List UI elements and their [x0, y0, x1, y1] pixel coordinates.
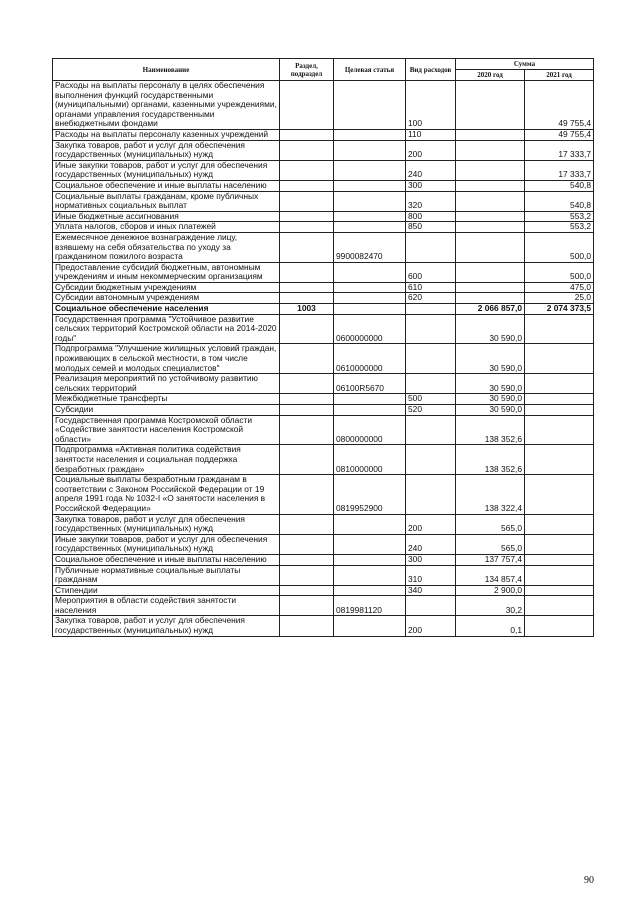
row-sum-2020 — [456, 191, 525, 211]
row-sum-2020: 30 590,0 — [456, 405, 525, 416]
row-name: Социальные выплаты безработным гражданам в соответствии с Законом Российской Федерации от 19 апреля 1991 года № 1032-I «О занятости населения в Российской Федерации» — [53, 475, 280, 514]
row-name: Закупка товаров, работ и услуг для обеспечения государственных (муниципальных) нужд — [53, 616, 280, 636]
row-sum-2020 — [456, 180, 525, 191]
row-target-code: 0600000000 — [334, 314, 406, 344]
row-section — [280, 415, 334, 445]
row-expense-type: 320 — [406, 191, 456, 211]
row-name: Государственная программа "Устойчивое развитие сельских территорий Костромской области на 2014-2020 годы" — [53, 314, 280, 344]
row-sum-2021: 49 755,4 — [525, 81, 594, 130]
row-expense-type: 240 — [406, 534, 456, 554]
row-sum-2021 — [525, 314, 594, 344]
row-sum-2021 — [525, 445, 594, 475]
row-expense-type: 800 — [406, 211, 456, 222]
row-sum-2021: 553,2 — [525, 211, 594, 222]
row-expense-type: 200 — [406, 514, 456, 534]
row-sum-2021 — [525, 565, 594, 585]
row-target-code — [334, 293, 406, 304]
row-expense-type — [406, 344, 456, 374]
header-name: Наименование — [53, 59, 280, 81]
row-target-code — [334, 140, 406, 160]
row-name: Иные закупки товаров, работ и услуг для обеспечения государственных (муниципальных) нужд — [53, 160, 280, 180]
row-section — [280, 344, 334, 374]
row-name: Субсидии автономным учреждениям — [53, 293, 280, 304]
row-sum-2020: 565,0 — [456, 514, 525, 534]
row-expense-type: 850 — [406, 222, 456, 233]
row-target-code — [334, 222, 406, 233]
row-expense-type: 300 — [406, 180, 456, 191]
row-sum-2020: 30 590,0 — [456, 344, 525, 374]
row-section — [280, 232, 334, 262]
table-row — [53, 565, 594, 585]
row-sum-2020: 2 900,0 — [456, 585, 525, 596]
table-row — [53, 262, 594, 282]
row-expense-type: 310 — [406, 565, 456, 585]
row-name: Иные закупки товаров, работ и услуг для обеспечения государственных (муниципальных) нужд — [53, 534, 280, 554]
row-target-code — [334, 262, 406, 282]
table-row — [53, 394, 594, 405]
row-sum-2020 — [456, 129, 525, 140]
row-sum-2021 — [525, 514, 594, 534]
row-sum-2021: 49 755,4 — [525, 129, 594, 140]
table-row — [53, 293, 594, 304]
table-row — [53, 374, 594, 394]
row-name: Публичные нормативные социальные выплаты гражданам — [53, 565, 280, 585]
table-row — [53, 475, 594, 514]
row-name: Реализация мероприятий по устойчивому развитию сельских территорий — [53, 374, 280, 394]
table-row — [53, 211, 594, 222]
row-target-code — [334, 394, 406, 405]
table-row — [53, 282, 594, 293]
row-expense-type: 520 — [406, 405, 456, 416]
row-section — [280, 140, 334, 160]
row-target-code — [334, 160, 406, 180]
row-section — [280, 314, 334, 344]
row-sum-2020 — [456, 282, 525, 293]
table-row — [53, 81, 594, 130]
header-sum: Сумма — [456, 59, 594, 70]
row-expense-type — [406, 415, 456, 445]
table-row — [53, 180, 594, 191]
row-sum-2020 — [456, 293, 525, 304]
row-sum-2021: 500,0 — [525, 232, 594, 262]
row-section — [280, 222, 334, 233]
row-section — [280, 211, 334, 222]
row-sum-2020 — [456, 140, 525, 160]
row-expense-type: 300 — [406, 554, 456, 565]
row-section — [280, 554, 334, 565]
row-sum-2020 — [456, 81, 525, 130]
row-target-code — [334, 554, 406, 565]
row-target-code — [334, 304, 406, 315]
row-target-code: 0819952900 — [334, 475, 406, 514]
row-sum-2020: 30 590,0 — [456, 394, 525, 405]
row-name: Стипендии — [53, 585, 280, 596]
table-row — [53, 222, 594, 233]
row-sum-2020: 30 590,0 — [456, 314, 525, 344]
row-section — [280, 565, 334, 585]
row-sum-2020 — [456, 222, 525, 233]
table-row — [53, 554, 594, 565]
row-target-code — [334, 180, 406, 191]
row-name: Закупка товаров, работ и услуг для обеспечения государственных (муниципальных) нужд — [53, 140, 280, 160]
row-sum-2021 — [525, 374, 594, 394]
row-expense-type: 600 — [406, 262, 456, 282]
row-section — [280, 81, 334, 130]
row-sum-2021: 25,0 — [525, 293, 594, 304]
row-section — [280, 293, 334, 304]
row-name: Мероприятия в области содействия занятости населения — [53, 596, 280, 616]
table-row — [53, 405, 594, 416]
row-sum-2021 — [525, 405, 594, 416]
row-expense-type: 340 — [406, 585, 456, 596]
row-sum-2021 — [525, 585, 594, 596]
table-row — [53, 596, 594, 616]
row-section: 1003 — [280, 304, 334, 315]
row-sum-2020 — [456, 232, 525, 262]
row-name: Социальное обеспечение населения — [53, 304, 280, 315]
row-name: Подпрограмма "Улучшение жилищных условий граждан, проживающих в сельской местности, в том числе молодых семей и молодых специалистов" — [53, 344, 280, 374]
row-name: Уплата налогов, сборов и иных платежей — [53, 222, 280, 233]
row-name: Иные бюджетные ассигнования — [53, 211, 280, 222]
row-expense-type: 100 — [406, 81, 456, 130]
row-sum-2020: 138 322,4 — [456, 475, 525, 514]
row-expense-type — [406, 232, 456, 262]
header-expense-type: Вид расходов — [406, 59, 456, 81]
row-name: Расходы на выплаты персоналу казенных учреждений — [53, 129, 280, 140]
row-name: Субсидии бюджетным учреждениям — [53, 282, 280, 293]
row-target-code — [334, 81, 406, 130]
row-name: Закупка товаров, работ и услуг для обеспечения государственных (муниципальных) нужд — [53, 514, 280, 534]
row-section — [280, 191, 334, 211]
row-target-code — [334, 565, 406, 585]
row-expense-type: 620 — [406, 293, 456, 304]
table-row — [53, 616, 594, 636]
row-sum-2021 — [525, 616, 594, 636]
table-row — [53, 191, 594, 211]
row-sum-2020: 30 590,0 — [456, 374, 525, 394]
row-name: Предоставление субсидий бюджетным, автономным учреждениям и иным некоммерческим организациям — [53, 262, 280, 282]
table-row — [53, 160, 594, 180]
row-name: Социальное обеспечение и иные выплаты населению — [53, 180, 280, 191]
row-section — [280, 596, 334, 616]
row-sum-2021: 475,0 — [525, 282, 594, 293]
row-name: Подпрограмма «Активная политика содействия занятости населения и социальная поддержка безработных граждан» — [53, 445, 280, 475]
row-target-code: 0819981120 — [334, 596, 406, 616]
row-expense-type: 110 — [406, 129, 456, 140]
header-target: Целевая статья — [334, 59, 406, 81]
row-sum-2020: 0,1 — [456, 616, 525, 636]
row-section — [280, 534, 334, 554]
row-sum-2021 — [525, 475, 594, 514]
row-section — [280, 475, 334, 514]
row-expense-type: 240 — [406, 160, 456, 180]
row-sum-2021: 500,0 — [525, 262, 594, 282]
row-target-code — [334, 211, 406, 222]
table-row — [53, 445, 594, 475]
row-sum-2021: 540,8 — [525, 191, 594, 211]
table-row — [53, 415, 594, 445]
row-section — [280, 514, 334, 534]
row-section — [280, 160, 334, 180]
table-row — [53, 534, 594, 554]
row-target-code — [334, 534, 406, 554]
row-expense-type: 200 — [406, 140, 456, 160]
row-sum-2021: 17 333,7 — [525, 160, 594, 180]
table-header — [53, 59, 594, 81]
row-expense-type: 500 — [406, 394, 456, 405]
row-sum-2020 — [456, 160, 525, 180]
row-sum-2020: 2 066 857,0 — [456, 304, 525, 315]
row-target-code — [334, 282, 406, 293]
table-row — [53, 304, 594, 315]
table-row — [53, 314, 594, 344]
header-year-2020: 2020 год — [456, 70, 525, 81]
header-section: Раздел, подраздел — [280, 59, 334, 81]
table-row — [53, 514, 594, 534]
row-sum-2020 — [456, 262, 525, 282]
row-section — [280, 374, 334, 394]
row-sum-2021 — [525, 394, 594, 405]
row-name: Субсидии — [53, 405, 280, 416]
table-row — [53, 344, 594, 374]
row-target-code: 0610000000 — [334, 344, 406, 374]
row-sum-2021: 2 074 373,5 — [525, 304, 594, 315]
row-section — [280, 616, 334, 636]
row-section — [280, 445, 334, 475]
row-expense-type — [406, 596, 456, 616]
row-expense-type — [406, 314, 456, 344]
row-sum-2021: 553,2 — [525, 222, 594, 233]
row-sum-2021 — [525, 344, 594, 374]
row-section — [280, 129, 334, 140]
row-target-code: 0810000000 — [334, 445, 406, 475]
row-name: Расходы на выплаты персоналу в целях обеспечения выполнения функций государственными (муниципальными) органами, казенными учреждениями, органами управления государственными внебюджетными фондами — [53, 81, 280, 130]
row-sum-2020: 138 352,6 — [456, 415, 525, 445]
table-row — [53, 232, 594, 262]
row-name: Межбюджетные трансферты — [53, 394, 280, 405]
row-expense-type — [406, 475, 456, 514]
row-name: Ежемесячное денежное вознаграждение лицу, взявшему на себя обязательства по уходу за гражданином пожилого возраста — [53, 232, 280, 262]
row-sum-2021: 17 333,7 — [525, 140, 594, 160]
row-section — [280, 585, 334, 596]
budget-table — [52, 58, 594, 637]
row-sum-2021 — [525, 554, 594, 565]
row-sum-2021 — [525, 596, 594, 616]
row-section — [280, 180, 334, 191]
table-row — [53, 129, 594, 140]
table-body — [53, 81, 594, 637]
table-row — [53, 140, 594, 160]
row-sum-2021 — [525, 415, 594, 445]
table-row — [53, 585, 594, 596]
row-target-code — [334, 585, 406, 596]
row-target-code: 9900082470 — [334, 232, 406, 262]
row-sum-2020: 137 757,4 — [456, 554, 525, 565]
row-target-code: 0800000000 — [334, 415, 406, 445]
row-sum-2020: 138 352,6 — [456, 445, 525, 475]
row-section — [280, 282, 334, 293]
row-section — [280, 405, 334, 416]
row-expense-type — [406, 445, 456, 475]
row-sum-2020: 30,2 — [456, 596, 525, 616]
row-name: Государственная программа Костромской области «Содействие занятости населения Костромской области» — [53, 415, 280, 445]
row-sum-2021 — [525, 534, 594, 554]
row-sum-2020 — [456, 211, 525, 222]
header-year-2021: 2021 год — [525, 70, 594, 81]
row-target-code — [334, 129, 406, 140]
row-target-code — [334, 514, 406, 534]
row-name: Социальные выплаты гражданам, кроме публичных нормативных социальных выплат — [53, 191, 280, 211]
row-section — [280, 262, 334, 282]
row-target-code — [334, 616, 406, 636]
row-sum-2020: 565,0 — [456, 534, 525, 554]
row-expense-type — [406, 374, 456, 394]
row-section — [280, 394, 334, 405]
row-target-code — [334, 405, 406, 416]
row-expense-type: 610 — [406, 282, 456, 293]
row-target-code: 06100R5670 — [334, 374, 406, 394]
page-number: 90 — [584, 875, 594, 886]
row-expense-type — [406, 304, 456, 315]
row-name: Социальное обеспечение и иные выплаты населению — [53, 554, 280, 565]
row-expense-type: 200 — [406, 616, 456, 636]
row-sum-2021: 540,8 — [525, 180, 594, 191]
row-target-code — [334, 191, 406, 211]
row-sum-2020: 134 857,4 — [456, 565, 525, 585]
